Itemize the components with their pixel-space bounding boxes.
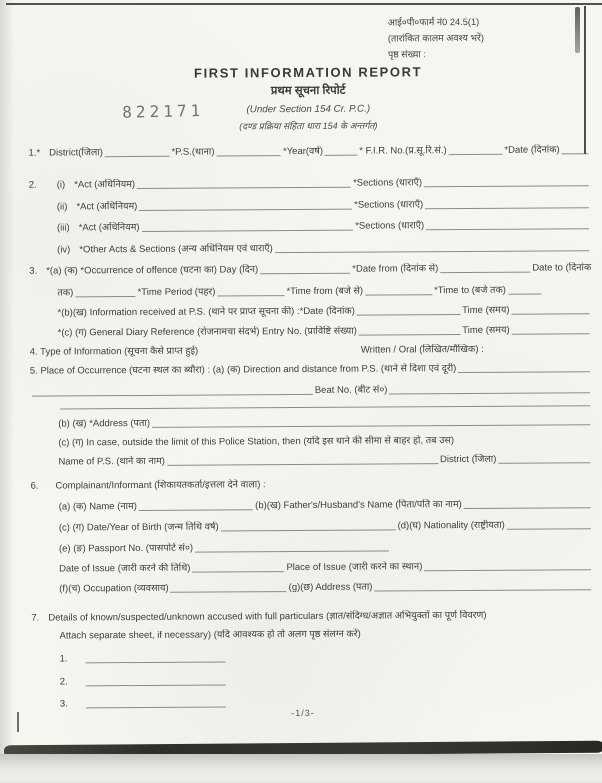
other-acts-label: *Other Acts & Sections (अन्य अधिनियम एवं धाराएँ) [79,243,273,256]
fir-no-label: * F.I.R. No.(प्र.सू.रि.सं.) [359,145,447,157]
scan-right-edge [584,6,586,154]
time-to-label: *Time to (बजे तक) [434,284,506,297]
ps-label: *P.S.(थाना) [171,146,215,158]
accused-blank-line [86,659,226,664]
place-of-issue-label: Place of Issue (जारी करने का स्थान) [286,561,423,574]
row-blank-continuation [58,402,592,410]
father-husband-blank-line [464,505,591,510]
accused-blank-line [86,682,226,687]
date-to-blank-line [75,293,135,297]
act-blank-line [139,206,352,211]
row-occurrence-a2 [57,285,543,299]
other-acts-blank-line [275,248,589,254]
time-to-blank-line [508,291,542,295]
name-of-ps-label: Name of P.S. (थाने का नाम) [58,455,165,468]
sections-label: *Sections (धाराएँ) [354,199,424,211]
row-other-acts [57,241,591,256]
nationality-label: (d)(घ) Nationality (राष्ट्रीयता) [397,519,505,532]
list-number: 2. [59,676,68,688]
row-place-of-occurrence [30,362,592,377]
row-address [58,415,592,430]
date-to-label-cont: तक) [57,287,74,299]
outside-limit-label: (c) (ग) In case, outside the limit of this Police Station, then (यदि इस थाने की सीमा से बाहर हो, तब उस) [58,435,455,449]
ps-blank-line [216,153,281,157]
occurrence-day-label: *(a) (क) *Occurrence of offence (घटना का) Day (दिन) [46,264,259,277]
row-name-of-ps [58,453,592,468]
sections-blank-line [425,205,589,210]
beat-no-blank-line [389,390,590,395]
year-label: *Year(वर्ष) [282,145,324,158]
form-number: आई०पी०फार्म नं0 24.5(1) [387,16,480,28]
act-blank-line [137,184,351,189]
form-note-block [388,13,578,62]
gd-reference-label: *(c) (ग) General Diary Reference (रोजनामचा संदर्भ) Entry No. (प्राविष्टि संख्या) [57,325,357,339]
sub-number: (iv) [57,244,71,256]
time-label: Time (समय) [462,304,510,317]
row-accused-details [31,609,593,624]
act-label: *Act (अधिनियम) [74,179,136,191]
row-occurrence-a1 [29,262,591,277]
row-gd-reference [58,324,592,339]
title-english: FIRST INFORMATION REPORT [193,64,423,81]
row-act-iii [57,219,591,234]
row-dob-nationality [59,519,593,534]
row-outside-limit [58,434,592,449]
sub-number: (i) [56,179,66,191]
item-number: 3. [29,265,38,277]
row-passport [59,541,391,554]
district-label-2: District (जिला) [439,453,497,466]
direction-blank-line [458,369,590,374]
sub-number: (iii) [56,222,70,234]
scan-smudge [575,7,580,53]
row-district [29,144,591,159]
sections-label: *Sections (धाराएँ) [355,220,425,232]
fir-no-blank-line [449,151,503,155]
sections-label: *Sections (धाराएँ) [353,177,423,189]
accused-details-label: Details of known/suspected/unknown accused with full particulars (ज्ञात/संदिग्ध/अज्ञात अभियुक्तों का पूर्ण विवरण) [48,609,487,624]
date-of-issue-blank-line [192,568,284,573]
act-blank-line [142,227,354,232]
complainant-address-blank-line [374,587,591,592]
item-number: 6. [30,480,39,492]
scan-left-mark [17,712,19,732]
info-received-label: *(b)(ख) Information received at P.S. (थाने पर प्राप्त सूचना की) :*Date (दिनांक) [57,305,355,319]
place-of-issue-blank-line [424,567,591,572]
address-blank-line [152,422,590,429]
item-number: 7. [31,612,40,624]
row-info-received [57,304,591,319]
type-of-information-label: 4. Type of Information (सूचना कैसे प्राप्त हुई) [29,345,199,358]
year-blank-line [325,152,357,156]
row-issue [59,560,593,575]
direction-blank-line-2 [32,391,313,397]
time-label: Time (समय) [462,324,510,337]
row-accused-1 [60,652,228,664]
form-instruction: (तारांकित कालम अवश्य भरें) [387,32,484,44]
date-label: *Date (दिनांक) [504,144,560,156]
dob-blank-line [221,527,396,532]
page-number-label: पृष्ठ संख्या : [387,49,427,60]
title-hindi: प्रथम सूचना रिपोर्ट [270,84,346,98]
row-accused-2 [60,675,228,687]
row-act-ii [57,198,591,213]
date-to-label: Date to (दिनांक [532,262,592,274]
nationality-blank-line [507,526,591,531]
date-of-issue-label: Date of Issue (जारी करने की तिथि) [59,562,191,575]
row-act-i [57,176,591,191]
continuation-blank-line [60,402,590,409]
time-period-label: *Time Period (पहर) [137,286,216,298]
info-time-blank-line [512,311,590,315]
written-oral-label: Written / Oral (लिखित/मौखिक) : [360,343,484,356]
page-footer: -1/3- [291,707,315,719]
row-attach-sheet [59,627,593,642]
row-complainant-heading [31,477,593,492]
district-blank-line-2 [498,460,590,465]
name-label: (a) (क) Name (नाम) [58,501,137,513]
date-from-label: *Date from (दिनांक से) [352,263,439,275]
attach-sheet-label: Attach separate sheet, if necessary) (यदि आवश्यक हो तो अलग पृष्ठ संलग्न करें) [59,628,361,642]
father-husband-label: (b)(ख) Father's/Husband's Name (पिता/पति का नाम) [255,499,462,512]
beat-no-label: Beat No. (बीट सं०) [314,384,388,396]
sections-blank-line [424,183,589,188]
passport-blank-line [195,548,389,553]
time-from-blank-line [365,292,432,296]
act-label: *Act (अधिनियम) [76,200,138,213]
row-occupation-address [59,580,593,595]
row-type-of-information [30,343,592,358]
item-number: 2. [28,179,37,191]
district-blank-line [105,153,170,157]
section2-number [29,180,49,192]
district-label: District(जिला) [49,147,103,159]
time-period-blank-line [217,292,284,296]
name-of-ps-blank-line [167,461,438,467]
list-number: 3. [59,698,68,710]
place-of-occurrence-label: 5. Place of Occurrence (घटना स्थल का ब्यौरा) : (a) (क) Direction and distance from P.S. (थाने से दिशा एवं दूरी) [29,363,457,377]
item-number: 1.* [28,147,41,159]
act-label: *Act (अधिनियम) [78,221,140,234]
sections-blank-line [426,226,589,231]
gd-entry-blank-line [359,331,460,336]
scan-bottom-margin [0,754,602,781]
time-from-label: *Time from (बजे से) [286,285,364,298]
address-label: (b) (ख) *Address (पता) [58,417,151,430]
sub-number: (ii) [56,201,68,213]
complainant-heading: Complainant/Informant (शिकायतकर्ता/इत्तला देने वाला) : [55,479,266,492]
subtitle-hindi: (दण्ड प्रक्रिया संहिता धारा 154 के अन्तर्गत) [239,120,378,132]
complainant-address-label: (g)(छ) Address (पता) [288,581,373,594]
info-date-blank-line [357,311,460,316]
list-number: 1. [59,653,68,665]
occupation-blank-line [171,588,287,593]
date-from-blank-line [440,269,530,274]
passport-label: (e) (ङ) Passport No. (पासपोर्ट सं०) [58,542,194,555]
scan-top-edge [6,3,602,5]
dob-label: (c) (ग) Date/Year of Birth (जन्म तिथि वर्ष) [58,521,219,534]
name-blank-line [139,507,253,512]
serial-number-stamp: 822171 [122,100,205,122]
gd-time-blank-line [512,331,590,335]
row-beat-no [30,383,592,398]
subtitle-english: (Under Section 154 Cr. P.C.) [246,103,371,116]
occupation-label: (f)(च) Occupation (व्यवसाय) [59,582,169,595]
day-blank-line [260,270,350,275]
row-name-father [59,498,593,513]
